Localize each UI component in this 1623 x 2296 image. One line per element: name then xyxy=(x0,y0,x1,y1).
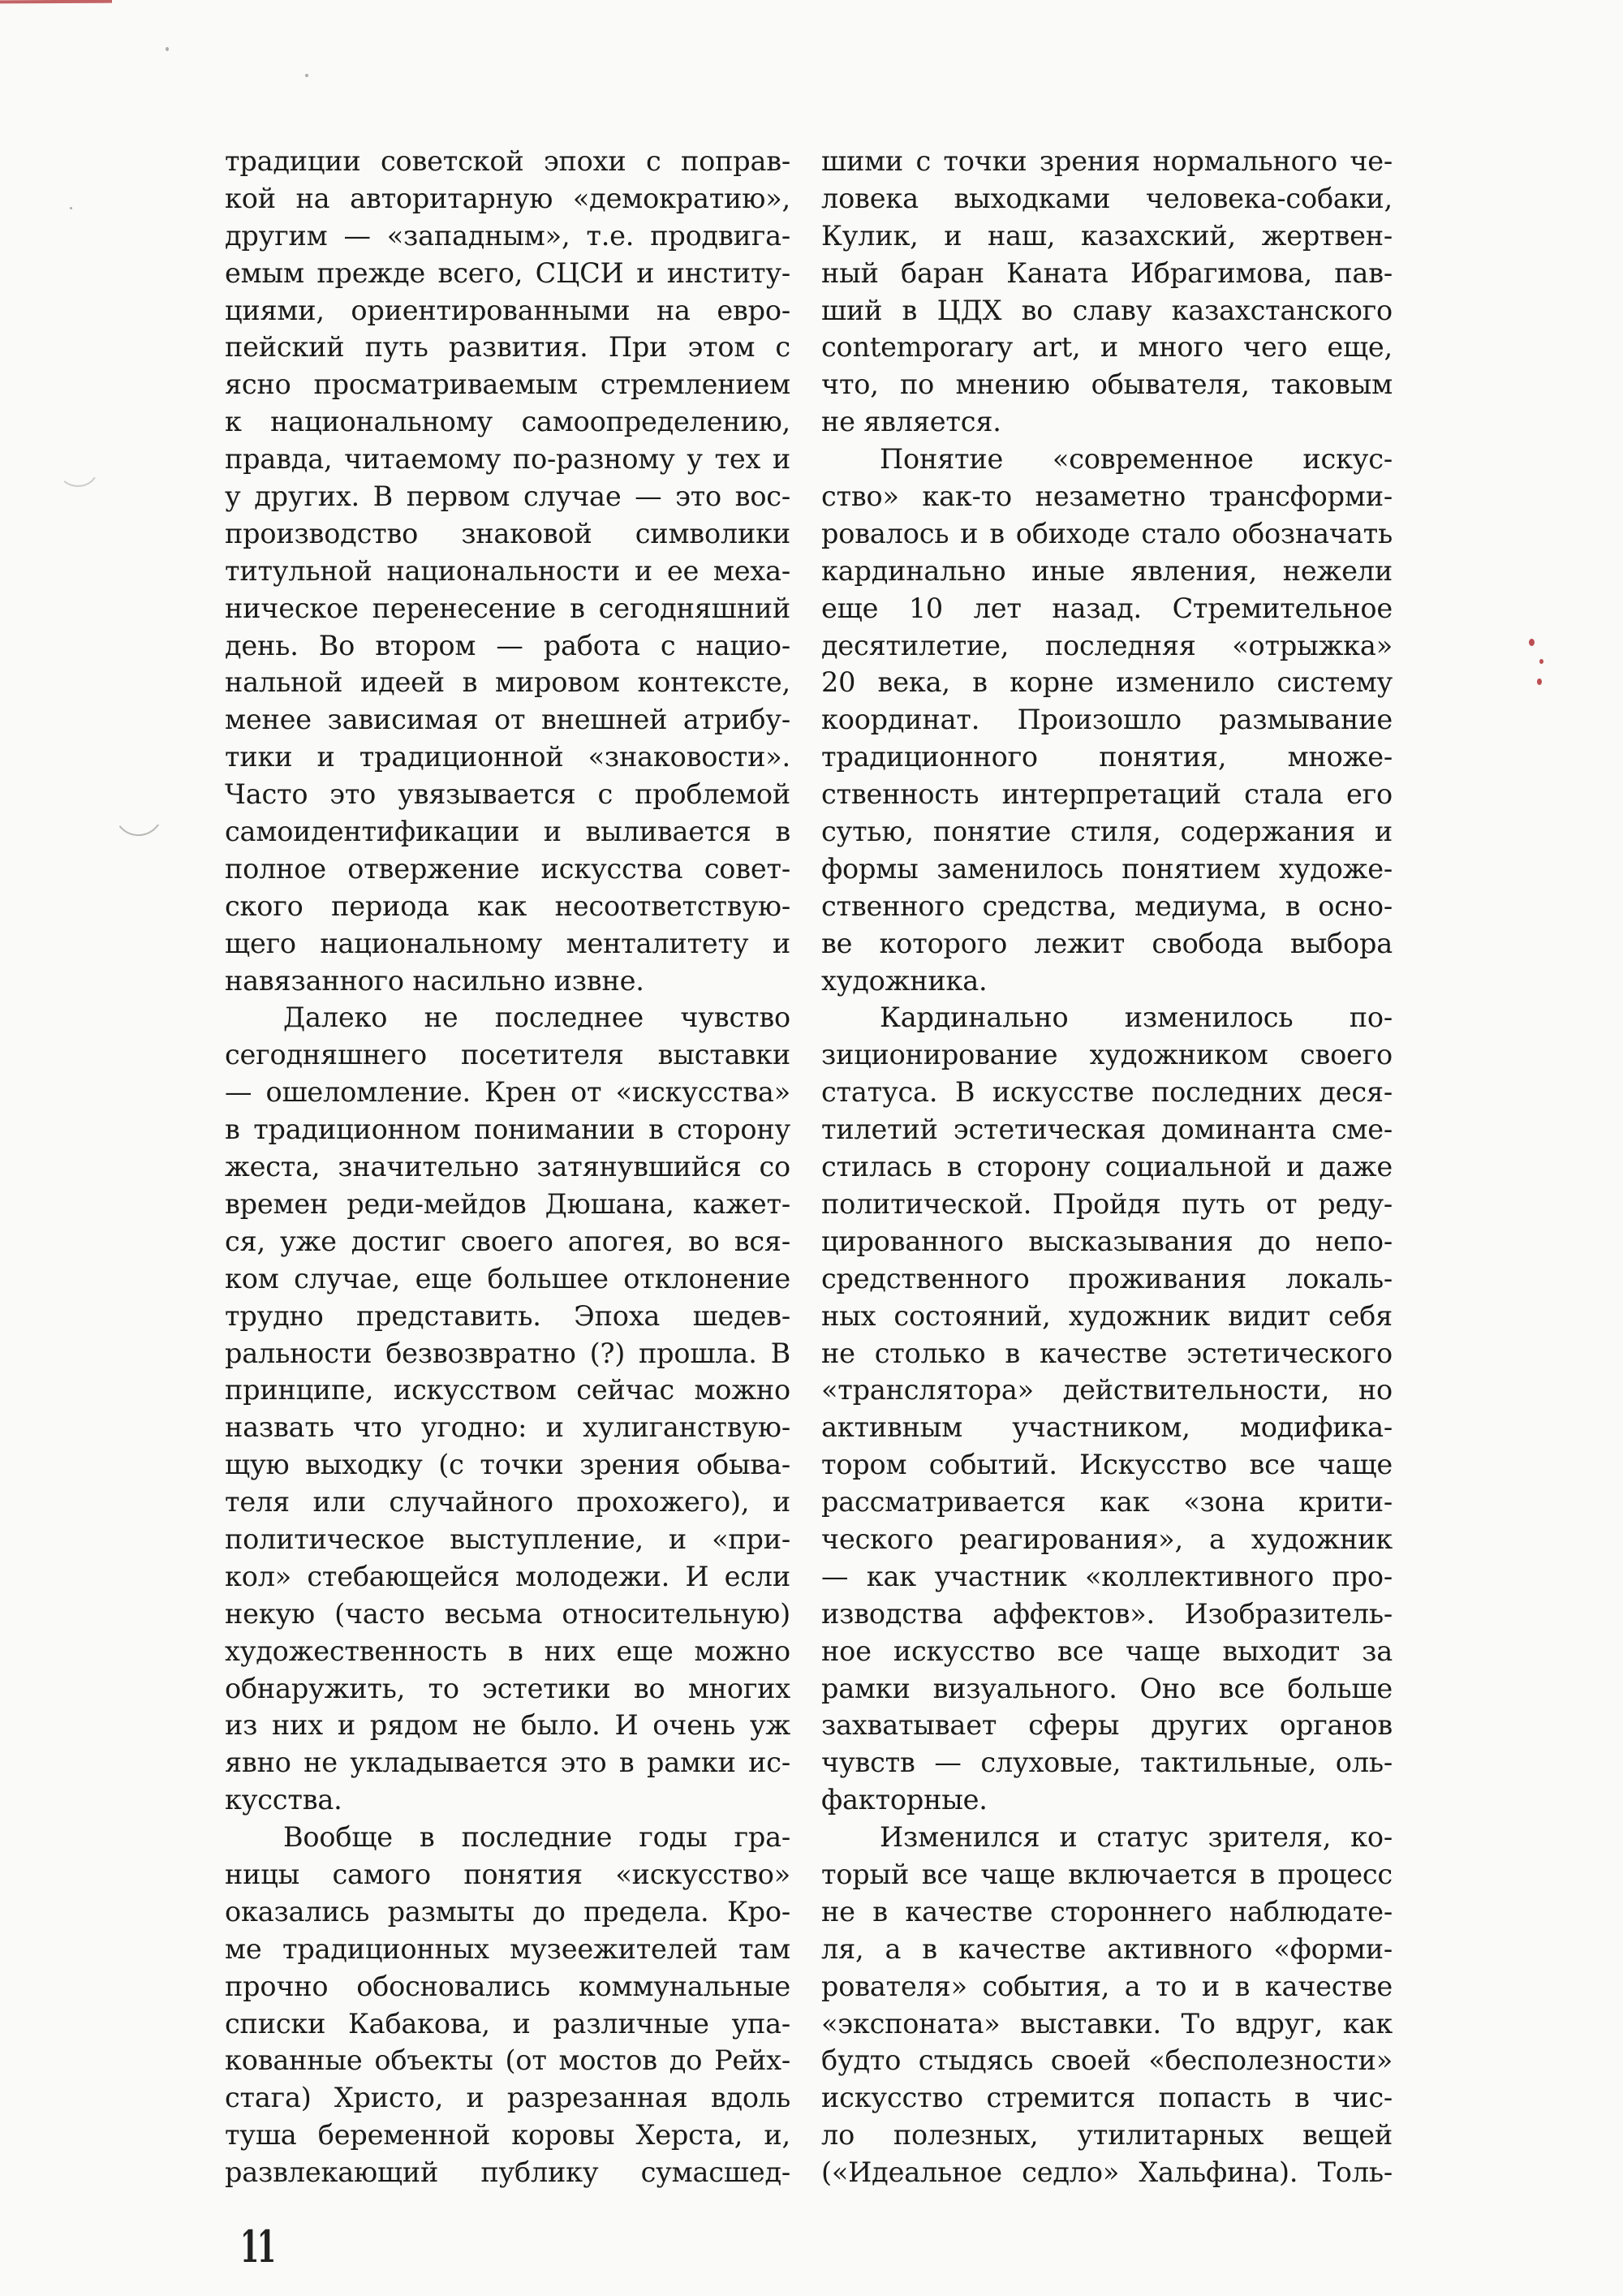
text-line: кусства. xyxy=(225,1784,342,1816)
text-line: обнаружить, то эстетики во многих xyxy=(225,1672,790,1704)
text-line: кой на авторитарную «демократию», xyxy=(225,182,790,214)
text-line: щего национальному менталитету и xyxy=(225,927,790,959)
text-line: изводства аффектов». Изобразитель- xyxy=(821,1597,1393,1630)
text-line: Вообще в последние годы гра- xyxy=(283,1821,790,1854)
text-line: ля, а в качестве активного «форми- xyxy=(821,1932,1393,1965)
text-line: принципе, искусством сейчас можно xyxy=(225,1374,790,1406)
text-line: рователя» события, а то и в качестве xyxy=(821,1970,1393,2002)
text-line: еще 10 лет назад. Стремительное xyxy=(821,592,1393,624)
text-line: политическое выступление, и «при- xyxy=(225,1523,790,1555)
text-line: нальной идеей в мировом контексте, xyxy=(225,666,790,699)
text-line: традиционного понятия, множе- xyxy=(821,741,1393,773)
text-column-right xyxy=(821,143,1393,2191)
text-line: активным участником, модифика- xyxy=(821,1411,1393,1444)
text-line: кардинально иные явления, нежели xyxy=(821,554,1393,587)
paragraph xyxy=(225,1819,790,2191)
text-line: циями, ориентированными на евро- xyxy=(225,294,790,326)
text-line: тором событий. Искусство все чаще xyxy=(821,1449,1393,1481)
text-line: политической. Пройдя путь от реду- xyxy=(821,1187,1393,1220)
paragraph xyxy=(225,999,790,1819)
text-line: ческого реагирования», а художник xyxy=(821,1523,1393,1555)
red-ink-speck xyxy=(1537,678,1542,685)
text-line: титульной национальности и ее меха- xyxy=(225,554,790,587)
text-line: зиционирование художником своего xyxy=(821,1039,1393,1071)
text-line: другим — «западным», т.е. продвига- xyxy=(225,219,790,252)
text-line: щую выходку (с точки зрения обыва- xyxy=(225,1449,790,1481)
text-line: факторные. xyxy=(821,1784,988,1816)
scan-speck xyxy=(305,74,308,77)
text-line: тики и традиционной «знаковости». xyxy=(225,741,790,773)
text-line: самоидентификации и выливается в xyxy=(225,816,790,848)
text-line: цированного высказывания до непо- xyxy=(821,1225,1393,1257)
text-line: ральности безвозвратно (?) прошла. В xyxy=(225,1337,790,1369)
text-line: статуса. В искусстве последних деся- xyxy=(821,1076,1393,1109)
text-line: кованные объекты (от мостов до Рейх- xyxy=(225,2044,790,2077)
text-line: рамки визуального. Оно все больше xyxy=(821,1672,1393,1704)
text-line: явно не укладывается это в рамки ис- xyxy=(225,1747,790,1779)
text-line: ком случае, еще большее отклонение xyxy=(225,1262,790,1294)
text-line: ственного средства, медиума, в осно- xyxy=(821,890,1393,922)
text-line: к национальному самоопределению, xyxy=(225,406,790,438)
pencil-arc-mark xyxy=(110,808,163,838)
paragraph xyxy=(225,143,790,999)
red-ink-speck xyxy=(1539,659,1543,664)
text-line: ный баран Каната Ибрагимова, пав- xyxy=(821,256,1393,289)
text-line: 20 века, в корне изменило систему xyxy=(821,666,1393,699)
text-line: сутью, понятие стиля, содержания и xyxy=(821,816,1393,848)
text-line: ницы самого понятия «искусство» xyxy=(225,1858,790,1890)
text-line: что, по мнению обывателя, таковым xyxy=(821,368,1393,401)
text-line: ровалось и в обиходе стало обозначать xyxy=(821,517,1393,549)
text-line: чувств — слуховые, тактильные, оль- xyxy=(821,1747,1393,1779)
text-line: емым прежде всего, СЦСИ и институ- xyxy=(225,256,790,289)
text-line: кол» стебающейся молодежи. И если xyxy=(225,1560,790,1592)
text-line: contemporary art, и много чего еще, xyxy=(821,331,1393,364)
text-line: ство» как-то незаметно трансформи- xyxy=(821,480,1393,513)
text-line: из них и рядом не было. И очень уж xyxy=(225,1709,790,1742)
text-line: навязанного насильно извне. xyxy=(225,964,644,997)
text-line: стилась в сторону социальной и даже xyxy=(821,1151,1393,1183)
text-line: захватывает сферы других органов xyxy=(821,1709,1393,1742)
text-column-left xyxy=(225,143,790,2191)
text-line: пейский путь развития. При этом с xyxy=(225,331,790,364)
text-line: Часто это увязывается с проблемой xyxy=(225,778,790,811)
text-line: развлекающий публику сумасшед- xyxy=(225,2156,790,2189)
text-line: правда, читаемому по-разному у тех и xyxy=(225,443,790,476)
text-line: ший в ЦДХ во славу казахстанского xyxy=(821,294,1393,326)
text-line: ственность интерпретаций стала его xyxy=(821,778,1393,811)
paragraph xyxy=(821,999,1393,1819)
paragraph xyxy=(821,143,1393,441)
text-line: («Идеальное седло» Хальфина). Толь- xyxy=(821,2156,1393,2189)
text-line: не в качестве стороннего наблюдате- xyxy=(821,1895,1393,1928)
pencil-arc-mark xyxy=(58,471,97,487)
text-line: ное искусство все чаще выходит за xyxy=(821,1635,1393,1667)
text-line: трудно представить. Эпоха шедев- xyxy=(225,1299,790,1332)
text-line: списки Кабакова, и различные упа- xyxy=(225,2007,790,2040)
text-line: назвать что угодно: и хулиганствую- xyxy=(225,1411,790,1444)
paragraph xyxy=(821,441,1393,999)
text-line: десятилетие, последняя «отрыжка» xyxy=(821,629,1393,661)
text-line: Изменился и статус зрителя, ко- xyxy=(880,1821,1393,1854)
text-line: будто стыдясь своей «бесполезности» xyxy=(821,2044,1393,2077)
text-line: — как участник «коллективного про- xyxy=(821,1560,1393,1592)
page-number: 11 xyxy=(240,2221,274,2272)
text-line: координат. Произошло размывание xyxy=(821,704,1393,736)
text-line: ло полезных, утилитарных вещей xyxy=(821,2119,1393,2152)
text-line: стага) Христо, и разрезанная вдоль xyxy=(225,2082,790,2114)
text-line: Далеко не последнее чувство xyxy=(283,1002,790,1034)
text-line: у других. В первом случае — это вос- xyxy=(225,480,790,513)
text-line: ся, уже достиг своего апогея, во вся- xyxy=(225,1225,790,1257)
text-line: день. Во втором — работа с нацио- xyxy=(225,629,790,661)
text-line: прочно обосновались коммунальные xyxy=(225,1970,790,2002)
text-line: традиции советской эпохи с поправ- xyxy=(225,145,790,177)
text-line: Понятие «современное искус- xyxy=(880,443,1393,476)
scan-speck xyxy=(166,47,169,51)
text-line: средственного проживания локаль- xyxy=(821,1262,1393,1294)
red-ink-speck xyxy=(1529,639,1535,646)
text-line: — ошеломление. Крен от «искусства» xyxy=(225,1076,790,1109)
text-line: шими с точки зрения нормального че- xyxy=(821,145,1393,177)
scan-speck xyxy=(70,207,72,209)
text-line: рассматривается как «зона крити- xyxy=(821,1486,1393,1518)
text-line: ническое перенесение в сегодняшний xyxy=(225,592,790,624)
text-line: ме традиционных музеежителей там xyxy=(225,1932,790,1965)
text-line: некую (часто весьма относительную) xyxy=(225,1597,790,1630)
text-line: не является. xyxy=(821,406,1001,438)
text-line: искусство стремится попасть в чис- xyxy=(821,2082,1393,2114)
text-line: ского периода как несоответствую- xyxy=(225,890,790,922)
text-line: художественность в них еще можно xyxy=(225,1635,790,1667)
text-line: производство знаковой символики xyxy=(225,517,790,549)
text-line: ловека выходками человека-собаки, xyxy=(821,182,1393,214)
red-pen-mark xyxy=(0,0,112,3)
text-line: времен реди-мейдов Дюшана, кажет- xyxy=(225,1187,790,1220)
text-line: не столько в качестве эстетического xyxy=(821,1337,1393,1369)
text-line: полное отвержение искусства совет- xyxy=(225,852,790,885)
text-line: оказались размыты до предела. Кро- xyxy=(225,1895,790,1928)
text-line: сегодняшнего посетителя выставки xyxy=(225,1039,790,1071)
text-line: туша беременной коровы Херста, и, xyxy=(225,2119,790,2152)
text-line: жеста, значительно затянувшийся со xyxy=(225,1151,790,1183)
text-line: теля или случайного прохожего), и xyxy=(225,1486,790,1518)
text-line: ве которого лежит свобода выбора xyxy=(821,927,1393,959)
text-line: «экспоната» выставки. То вдруг, как xyxy=(821,2007,1393,2040)
text-line: ясно просматриваемым стремлением xyxy=(225,368,790,401)
text-line: тилетий эстетическая доминанта сме- xyxy=(821,1114,1393,1146)
paragraph xyxy=(821,1819,1393,2191)
text-line: Кардинально изменилось по- xyxy=(880,1002,1393,1034)
text-line: формы заменилось понятием художе- xyxy=(821,852,1393,885)
text-line: ных состояний, художник видит себя xyxy=(821,1299,1393,1332)
text-line: менее зависимая от внешней атрибу- xyxy=(225,704,790,736)
text-line: торый все чаще включается в процесс xyxy=(821,1858,1393,1890)
text-line: художника. xyxy=(821,964,988,997)
text-line: в традиционном понимании в сторону xyxy=(225,1114,790,1146)
text-line: Кулик, и наш, казахский, жертвен- xyxy=(821,219,1393,252)
text-line: «транслятора» действительности, но xyxy=(821,1374,1393,1406)
